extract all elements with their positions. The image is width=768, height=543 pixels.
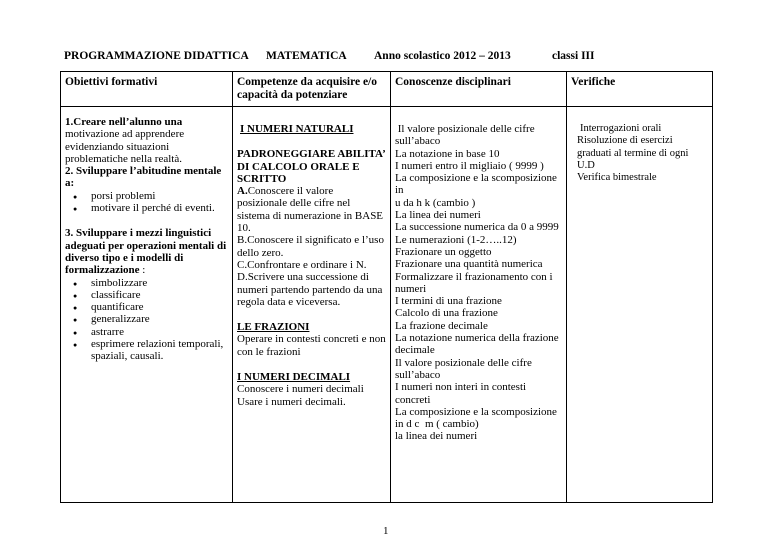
competence-item-letter: A. <box>237 185 248 198</box>
col-header-obiettivi: Obiettivi formativi <box>61 72 233 107</box>
list-item: ● astrarre <box>91 326 228 338</box>
list-item: ● motivare il perché di eventi. <box>91 202 228 214</box>
section-frazioni: LE FRAZIONI <box>237 321 310 334</box>
objective-3-list <box>65 277 228 363</box>
list-item: ● quantificare <box>91 301 228 313</box>
knowledge-line: La frazione decimale <box>395 319 488 332</box>
section-numeri-decimali: I NUMERI DECIMALI <box>237 371 351 384</box>
verifiche-cell <box>567 107 713 503</box>
verification-line: Verifica bimestrale <box>577 172 657 184</box>
competenze-cell <box>233 107 391 503</box>
section-calcolo-heading: PADRONEGGIARE ABILITA’ DI CALCOLO ORALE E SCRITTO <box>237 148 386 185</box>
col-header-competenze: Competenze da acquisire e/o capacità da potenziare <box>233 72 391 107</box>
col-header-verifiche: Verifiche <box>567 72 713 107</box>
competence-item-text: Conoscere il valore posizionale delle cifre nel sistema di numerazione in BASE 10. <box>237 185 384 235</box>
decimali-line: Conoscere i numeri decimali <box>237 383 364 396</box>
verification-line: Interrogazioni orali <box>580 123 662 134</box>
conoscenze-cell <box>391 107 567 503</box>
knowledge-line: Frazionare una quantità numerica <box>395 258 543 271</box>
objective-1-line: problematiche nella realtà. <box>65 152 182 165</box>
objective-2-list <box>65 190 228 215</box>
knowledge-line: I numeri entro il migliaio ( 9999 ) <box>395 159 544 172</box>
knowledge-line: La successione numerica da 0 a 9999 <box>395 221 559 234</box>
col-header-conoscenze: Conoscenze disciplinari <box>391 72 567 107</box>
doc-title: PROGRAMMAZIONE DIDATTICA <box>64 50 249 62</box>
objective-3-heading-text: 3. Sviluppare i mezzi linguistici adeguati per operazioni mentali di diverso tipo e i modelli di formalizzazione <box>65 227 227 277</box>
list-item: ● classificare <box>91 289 228 301</box>
knowledge-line: Il valore posizionale delle cifre sull’abaco <box>395 356 532 381</box>
knowledge-line: La linea dei numeri <box>395 209 481 222</box>
objective-1-heading: 1.Creare nell’alunno una <box>65 116 183 128</box>
knowledge-line: Il valore posizionale delle cifre sull’abaco <box>395 123 538 148</box>
competence-item: B.Conoscere il significato e l’uso dello zero. <box>237 234 384 259</box>
knowledge-line: I numeri non interi in contesti concreti <box>395 381 527 406</box>
list-item: ● generalizzare <box>91 313 228 325</box>
knowledge-line: La notazione in base 10 <box>395 147 500 160</box>
objective-3-heading <box>65 227 228 276</box>
competence-item: D.Scrivere una successione di numeri partendo partendo da una regola data e viceversa. <box>237 271 383 308</box>
objective-3-colon: : <box>139 264 146 277</box>
knowledge-line: u da h k (cambio ) <box>395 196 476 209</box>
competence-item: C.Confrontare e ordinare i N. <box>237 258 367 271</box>
decimali-line: Usare i numeri decimali. <box>237 395 346 408</box>
programme-table <box>60 71 713 503</box>
objective-2-heading: 2. Sviluppare l’abitudine mentale a: <box>65 165 222 190</box>
competence-item <box>237 185 386 234</box>
class-label: classi III <box>552 50 595 62</box>
page-number: 1 <box>383 525 389 537</box>
obiettivi-cell <box>61 107 233 503</box>
knowledge-line: Le numerazioni (1-2…..12) <box>395 233 517 246</box>
knowledge-line: La composizione e la scomposizione in d c m ( cambio) <box>395 405 560 431</box>
knowledge-line: Frazionare un oggetto <box>395 245 492 258</box>
content-row <box>61 107 713 503</box>
objective-1-line: motivazione ad apprendere <box>65 128 185 141</box>
subject-label: MATEMATICA <box>266 50 347 62</box>
knowledge-line: Calcolo di una frazione <box>395 307 498 320</box>
section-numeri-naturali: I NUMERI NATURALI <box>240 123 354 135</box>
list-item: ● esprimere relazioni temporali, spaziali, causali. <box>91 338 228 363</box>
school-year: Anno scolastico 2012 – 2013 <box>374 50 511 62</box>
header-row <box>61 72 713 107</box>
objective-1-line: evidenziando situazioni <box>65 140 170 153</box>
frazioni-text: Operare in contesti concreti e non con le frazioni <box>237 333 386 358</box>
knowledge-line: I termini di una frazione <box>395 295 502 308</box>
verification-line: Risoluzione di esercizi graduati al termine di ogni U.D <box>577 135 689 171</box>
list-item: ● porsi problemi <box>91 190 228 202</box>
list-item: ● simbolizzare <box>91 277 228 289</box>
knowledge-line: La composizione e la scomposizione in <box>395 172 557 197</box>
knowledge-line: La notazione numerica della frazione decimale <box>395 332 559 357</box>
knowledge-line: la linea dei numeri <box>395 430 478 443</box>
knowledge-line: Formalizzare il frazionamento con i numeri <box>395 270 553 295</box>
